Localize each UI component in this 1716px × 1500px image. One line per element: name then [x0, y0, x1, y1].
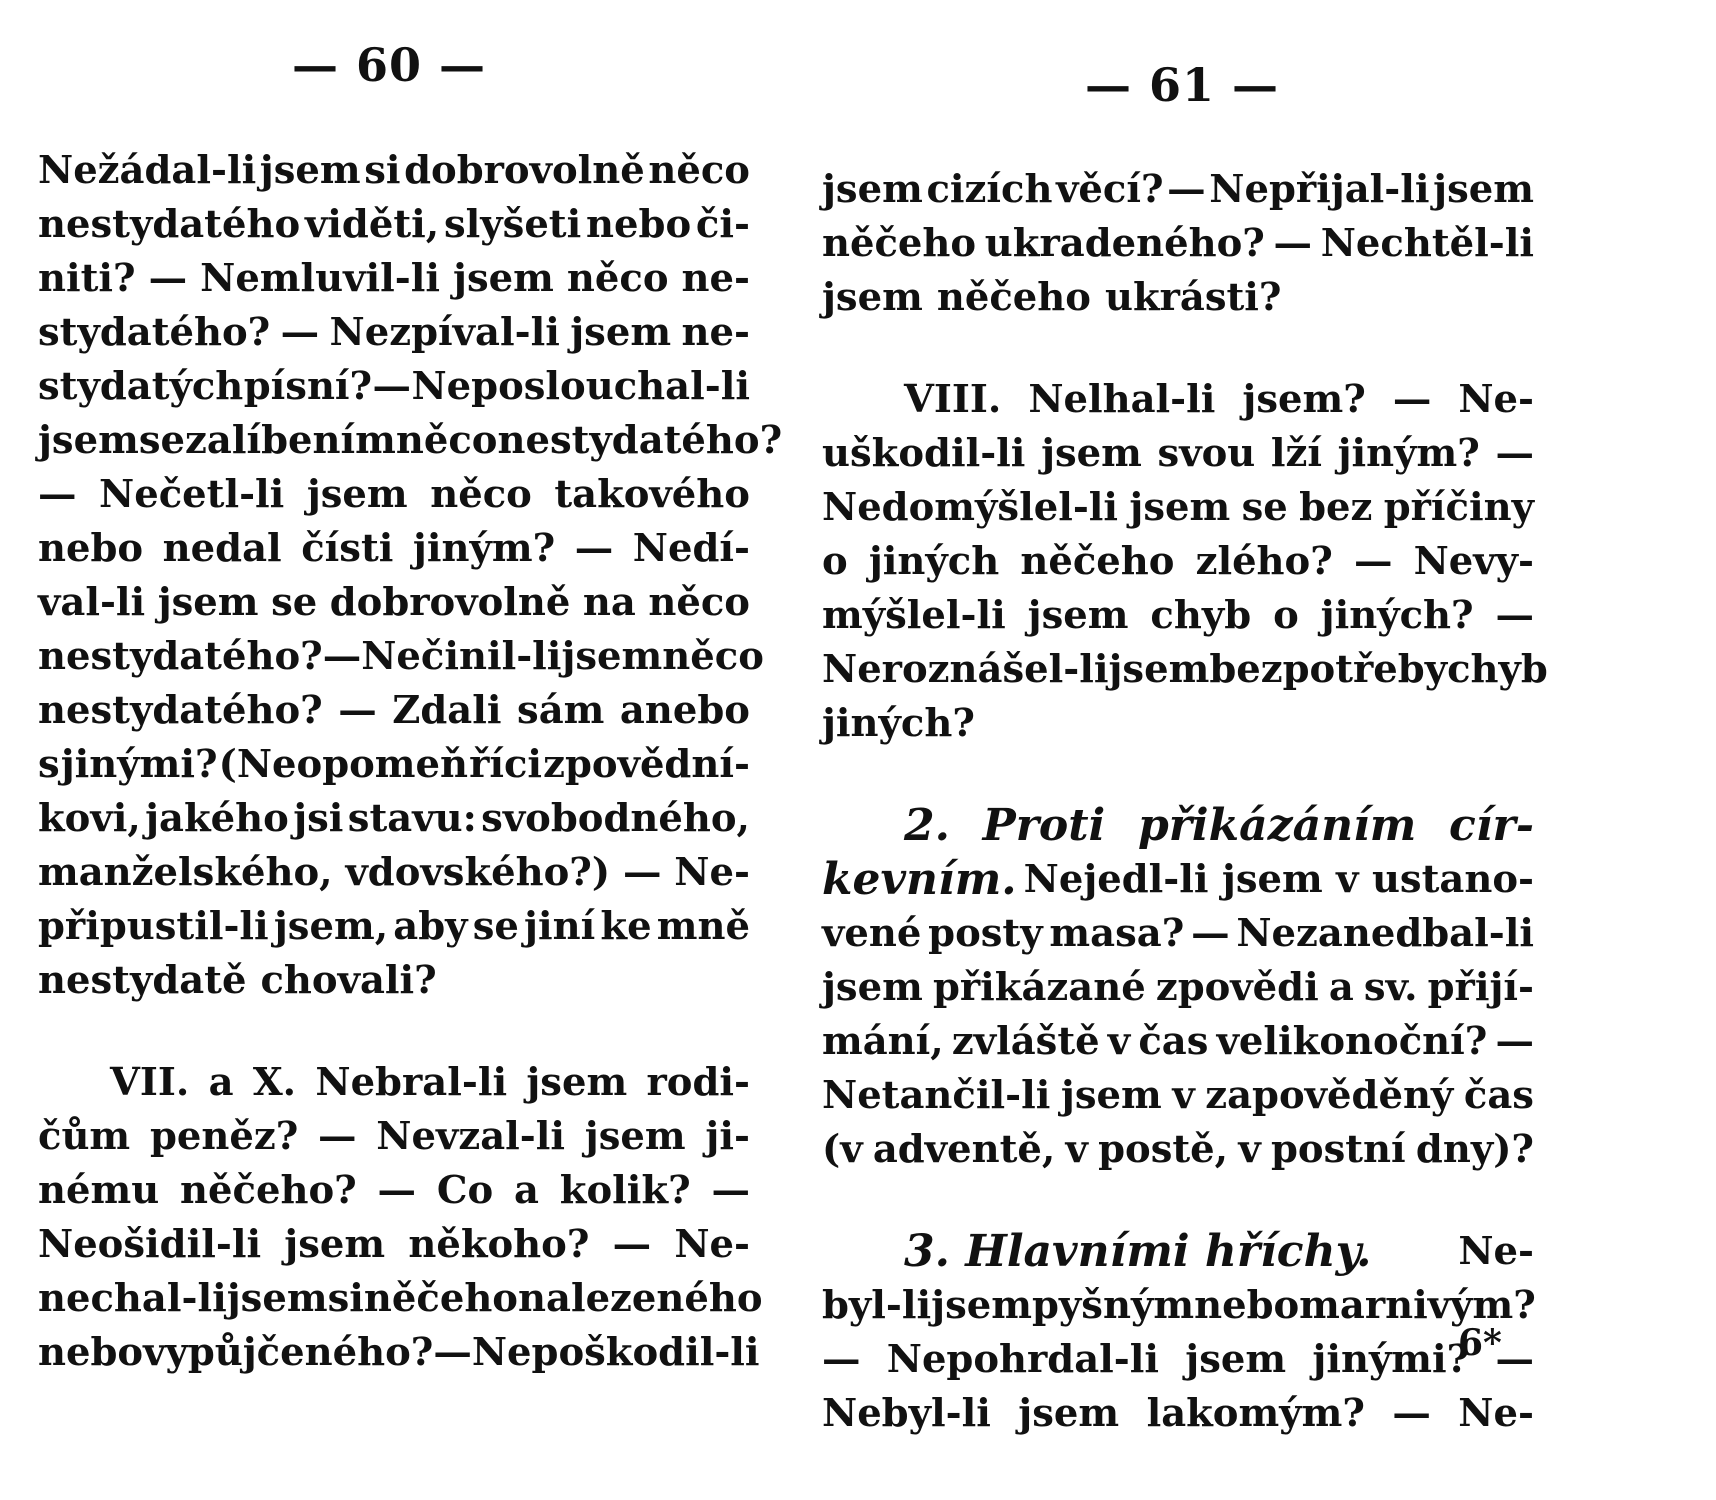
paragraph-gap — [38, 1008, 750, 1056]
text-fragment: Ne- — [1458, 1229, 1534, 1274]
word: vypůjčeného? — [143, 1330, 434, 1375]
word: byl-li — [822, 1283, 932, 1328]
word: — — [38, 472, 77, 517]
word: jsem — [1041, 431, 1142, 476]
left-page-number: — 60 — — [292, 38, 487, 92]
text-line — [38, 1110, 750, 1164]
word: a — [514, 1168, 539, 1213]
word: a — [1328, 965, 1354, 1010]
word: jsem — [584, 1114, 686, 1159]
paragraph-gap — [822, 325, 1534, 373]
word: rodi- — [646, 1060, 750, 1105]
word: — — [1392, 377, 1432, 422]
word: jsem — [259, 148, 361, 193]
text-line — [38, 684, 750, 738]
word: masa? — [1049, 911, 1185, 956]
word: se — [1241, 485, 1288, 530]
word: jsem — [453, 256, 554, 301]
section-heading — [822, 799, 1534, 853]
word: cizích — [926, 167, 1053, 212]
text-line — [822, 589, 1534, 643]
word: jsem — [822, 167, 923, 212]
word: peněz? — [149, 1114, 299, 1159]
word: jsem — [1027, 593, 1129, 638]
text-line — [38, 1164, 750, 1218]
word: zvláště — [951, 1019, 1100, 1064]
word: vené — [822, 911, 922, 956]
text-line — [38, 306, 750, 360]
word: přikázané — [932, 965, 1146, 1010]
word: chyb — [1150, 593, 1252, 638]
word: se — [271, 580, 318, 625]
section-heading-continuation: kevním. — [822, 854, 1017, 905]
word: Ne- — [1458, 1391, 1534, 1436]
word: v — [1172, 1073, 1195, 1118]
word: lakomým? — [1146, 1391, 1365, 1436]
left-column — [38, 144, 783, 1380]
word: nestydatého? — [38, 634, 323, 679]
word: VII. — [110, 1060, 190, 1105]
word: slyšeti — [443, 202, 582, 247]
word: Proti — [982, 800, 1106, 851]
word: nému — [38, 1168, 160, 1213]
word: velikonoční? — [1216, 1019, 1488, 1064]
word: mýšlel-li — [822, 593, 1006, 638]
word: nalezeného — [518, 1276, 763, 1321]
word: bez — [1209, 647, 1283, 692]
word: zlého? — [1195, 539, 1333, 584]
word: — — [1167, 167, 1206, 212]
word: stydatého? — [38, 310, 271, 355]
word: Neroznášel-li — [822, 647, 1109, 692]
text-line — [38, 414, 783, 468]
left-paragraph-2 — [38, 1056, 763, 1380]
word: nechal-li — [38, 1276, 227, 1321]
word: jsem — [822, 965, 923, 1010]
text-line — [38, 1326, 760, 1380]
word: říci — [469, 742, 543, 787]
word: čas — [1138, 1019, 1209, 1064]
word: ukrásti? — [1104, 275, 1282, 320]
word: X. — [252, 1060, 297, 1105]
word: jsem — [570, 310, 672, 355]
word: uškodil-li — [822, 431, 1026, 476]
text-line — [822, 961, 1534, 1015]
word: Nevzal-li — [376, 1114, 566, 1159]
word: Ne- — [674, 1222, 750, 1267]
word: jinými? — [60, 742, 218, 787]
word: si — [364, 148, 401, 193]
word: Nechtěl-li — [1320, 221, 1534, 266]
text-line — [38, 576, 750, 630]
word: Nepohrdal-li — [886, 1337, 1160, 1382]
word: chyb — [1447, 647, 1548, 692]
word: nedal — [162, 526, 282, 571]
word: Nebral-li — [315, 1060, 508, 1105]
word: — — [1191, 911, 1230, 956]
text-line — [38, 792, 750, 846]
word: nebo — [38, 1330, 144, 1375]
word: jiných — [868, 539, 1000, 584]
word: nestydatého? — [497, 418, 783, 463]
word: něčeho — [936, 275, 1091, 320]
word: — — [280, 310, 320, 355]
word: posty — [928, 911, 1043, 956]
word: Nelhal-li — [1028, 377, 1216, 422]
word: jsem — [1060, 1073, 1162, 1118]
word: postě, — [1098, 1127, 1229, 1172]
word: Nezanedbal-li — [1236, 911, 1534, 956]
text-line — [822, 163, 1534, 217]
word: — — [1495, 431, 1534, 476]
left-paragraph-1 — [38, 144, 783, 1008]
word: lží — [1270, 431, 1322, 476]
word: jsem — [1018, 1391, 1120, 1436]
word: něčeho — [363, 1276, 518, 1321]
word: jsem — [306, 472, 408, 517]
word: jsem — [526, 1060, 628, 1105]
word: kovi, — [38, 796, 141, 841]
word: čísti — [301, 526, 394, 571]
right-paragraph-2 — [822, 373, 1548, 751]
word: čas — [1463, 1073, 1534, 1118]
word: Nebyl-li — [822, 1391, 991, 1436]
word: něco — [648, 148, 750, 193]
word: něco — [430, 472, 532, 517]
word: — — [622, 850, 662, 895]
word: jsem — [561, 634, 663, 679]
word: nebo — [1194, 1283, 1300, 1328]
text-line — [822, 1387, 1534, 1441]
text-line — [822, 1123, 1534, 1177]
word: sám — [517, 688, 605, 733]
word: Nečetl-li — [99, 472, 285, 517]
word: něčeho — [822, 221, 977, 266]
word: jsi — [293, 796, 344, 841]
word: adventě, — [872, 1127, 1056, 1172]
word: se — [472, 904, 519, 949]
text-line — [822, 481, 1534, 535]
text-line — [38, 738, 750, 792]
text-line — [38, 954, 750, 1008]
word: nestydatého? — [38, 688, 323, 733]
word: jinými? — [1312, 1337, 1470, 1382]
right-section-2 — [822, 799, 1534, 1177]
word: jakého — [145, 796, 289, 841]
right-column — [822, 163, 1548, 1441]
word: — — [338, 688, 377, 733]
word: Nemluvil-li — [200, 256, 441, 301]
word: jiných? — [1320, 593, 1474, 638]
word: jsem — [822, 275, 923, 320]
word: jsem — [1433, 167, 1534, 212]
word: něco — [395, 418, 498, 463]
word: jsem — [1129, 485, 1231, 530]
text-line — [822, 217, 1534, 271]
word: či- — [695, 202, 750, 247]
word: Neposlouchal-li — [411, 364, 750, 409]
word: val-li — [38, 580, 146, 625]
text-line — [822, 1069, 1534, 1123]
text-line — [822, 271, 1534, 325]
word: jiní — [524, 904, 596, 949]
word: Nepřijal-li — [1209, 167, 1430, 212]
word: svou — [1157, 431, 1256, 476]
word: dobrovolně — [404, 148, 645, 193]
word: — — [1353, 539, 1393, 584]
word: vdovského?) — [345, 850, 611, 895]
word: ne- — [681, 310, 750, 355]
word: 2. — [904, 800, 950, 851]
word: Nedomýšlel-li — [822, 485, 1119, 530]
word: ukradeného? — [984, 221, 1265, 266]
signature-mark: 6* — [1458, 1322, 1502, 1364]
word: — — [1495, 1337, 1534, 1382]
word: Netančil-li — [822, 1073, 1051, 1118]
word: jsem — [1185, 1337, 1287, 1382]
word: — — [612, 1222, 652, 1267]
word: jsem — [157, 580, 259, 625]
text-line — [38, 144, 750, 198]
text-line — [38, 1218, 750, 1272]
word: a — [208, 1060, 234, 1105]
text-line — [822, 1333, 1534, 1387]
word: zpovědi — [1155, 965, 1319, 1010]
word: přikázáním — [1137, 800, 1417, 851]
text-line — [822, 853, 1534, 907]
word: zapověděný — [1205, 1073, 1454, 1118]
word: jsem — [284, 1222, 386, 1267]
word: jsem? — [1242, 377, 1366, 422]
word: marnivým? — [1299, 1283, 1536, 1328]
word: v — [1065, 1127, 1088, 1172]
word: — — [822, 1337, 861, 1382]
word: pyšným — [1032, 1283, 1195, 1328]
word: příčiny — [1383, 485, 1534, 530]
word: aby — [393, 904, 468, 949]
word: Zdali — [392, 688, 502, 733]
paragraph-gap — [822, 1177, 1534, 1225]
text-line — [38, 252, 750, 306]
word: cír- — [1449, 800, 1534, 851]
right-paragraph-1 — [822, 163, 1534, 325]
word: něco — [662, 634, 764, 679]
word: mně — [656, 904, 750, 949]
word: se — [138, 418, 186, 463]
text-line — [822, 1015, 1534, 1069]
word: — — [1495, 1019, 1534, 1064]
word: čům — [38, 1114, 131, 1159]
word: niti? — [38, 256, 136, 301]
word: nestydatého — [38, 202, 301, 247]
text-line — [38, 360, 750, 414]
word: s — [38, 742, 60, 787]
word: sv. — [1363, 965, 1418, 1010]
word: Nevy- — [1413, 539, 1534, 584]
text-line — [822, 643, 1548, 697]
text-line — [38, 198, 750, 252]
word: si — [327, 1276, 364, 1321]
text-line — [822, 373, 1534, 427]
word: nebo — [586, 202, 692, 247]
text-line — [822, 907, 1534, 961]
word: potřeby — [1282, 647, 1448, 692]
word: — — [318, 1114, 357, 1159]
word: Nezpíval-li — [329, 310, 560, 355]
word: věcí? — [1056, 167, 1164, 212]
word: jsem, — [273, 904, 389, 949]
word: — — [372, 364, 412, 409]
word: něčeho? — [180, 1168, 357, 1213]
word: — — [574, 526, 614, 571]
text-line — [38, 900, 750, 954]
paragraph-gap — [822, 751, 1534, 799]
word: ke — [600, 904, 652, 949]
text-line — [822, 427, 1534, 481]
word: jsem — [38, 418, 139, 463]
text-line — [822, 697, 1534, 751]
word: chovali? — [260, 958, 437, 1003]
word: — — [322, 634, 362, 679]
word: VIII. — [904, 377, 1002, 422]
word: jiných? — [822, 701, 975, 746]
word: jsem — [931, 1283, 1032, 1328]
word: mání, — [822, 1019, 944, 1064]
text-line — [38, 630, 764, 684]
right-page-number: — 61 — — [1085, 58, 1280, 112]
word: Nepoškodil-li — [471, 1330, 760, 1375]
word: Nečinil-li — [361, 634, 562, 679]
word: ne- — [681, 256, 750, 301]
text-line — [38, 522, 750, 576]
word: anebo — [619, 688, 750, 733]
text-line — [38, 846, 750, 900]
word: — — [433, 1330, 472, 1375]
word: přijí- — [1427, 965, 1534, 1010]
word: stydatých — [38, 364, 244, 409]
right-section-3 — [822, 1225, 1534, 1441]
word: v — [1238, 1127, 1261, 1172]
word: — — [1273, 221, 1313, 266]
word: něčeho — [1020, 539, 1175, 584]
word: postní — [1270, 1127, 1406, 1172]
text-line — [822, 535, 1534, 589]
word: jsem — [1108, 647, 1210, 692]
word: — — [148, 256, 188, 301]
word: o — [822, 539, 848, 584]
word: připustil-li — [38, 904, 269, 949]
word: v — [1107, 1019, 1131, 1064]
word: takového — [554, 472, 750, 517]
word: něco — [566, 256, 669, 301]
word: něco — [648, 580, 750, 625]
word: jsem — [226, 1276, 328, 1321]
word: viděti, — [304, 202, 440, 247]
word: ji- — [705, 1114, 750, 1159]
word: nebo — [38, 526, 144, 571]
word: Co — [436, 1168, 494, 1213]
word: Nedí- — [632, 526, 750, 571]
word: bez — [1299, 485, 1373, 530]
word: kolik? — [559, 1168, 691, 1213]
word: dobrovolně — [329, 580, 571, 625]
word: Nežádal-li — [38, 148, 257, 193]
word: — — [711, 1168, 750, 1213]
word: zalíbením — [185, 418, 396, 463]
text-line — [38, 1056, 750, 1110]
word: svobodného, — [481, 796, 750, 841]
word: dny)? — [1415, 1127, 1534, 1172]
word: nestydatě — [38, 958, 247, 1003]
word: — — [377, 1168, 417, 1213]
word: jiným? — [1337, 431, 1480, 476]
word: (v — [822, 1127, 863, 1172]
word: Ne- — [1458, 377, 1534, 422]
word: písní? — [243, 364, 373, 409]
word: (Neopomeň — [218, 742, 469, 787]
text-fragment: Nejedl-li jsem v ustano- — [1023, 857, 1534, 902]
word: na — [582, 580, 636, 625]
section-heading: 3. Hlavními hříchy. — [904, 1226, 1372, 1277]
text-line — [38, 468, 750, 522]
word: — — [1392, 1391, 1431, 1436]
text-line — [822, 1225, 1534, 1279]
word: jiným? — [412, 526, 556, 571]
text-line — [38, 1272, 763, 1326]
word: o — [1273, 593, 1299, 638]
word: Neošidil-li — [38, 1222, 262, 1267]
word: — — [1495, 593, 1534, 638]
word: stavu: — [347, 796, 477, 841]
word: zpovědní- — [543, 742, 750, 787]
word: Ne- — [674, 850, 750, 895]
text-line — [822, 1279, 1534, 1333]
word: někoho? — [408, 1222, 590, 1267]
word: manželského, — [38, 850, 333, 895]
